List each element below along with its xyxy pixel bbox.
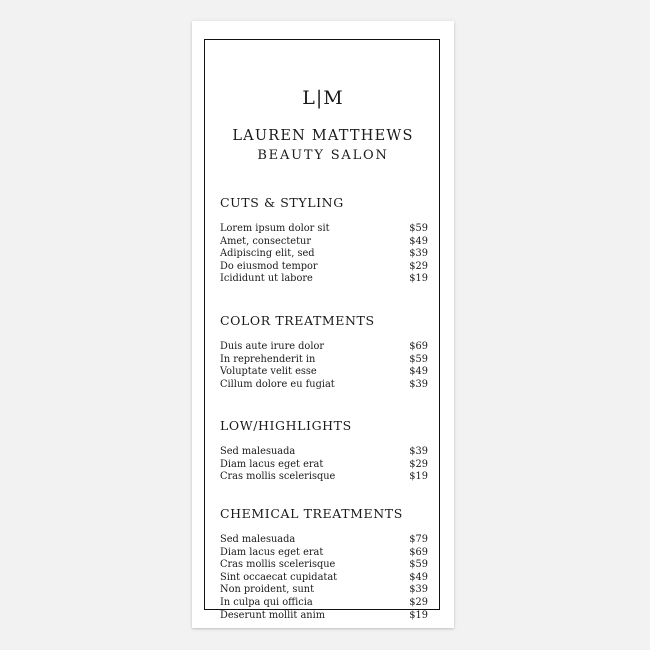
list-item: [220, 379, 428, 392]
item-name: Adipiscing elit, sed: [220, 248, 315, 260]
item-price: $29: [409, 458, 428, 470]
item-name: Cras mollis scelerisque: [220, 559, 336, 571]
list-item: [220, 366, 428, 379]
list-item: [220, 236, 428, 249]
item-price: $49: [409, 235, 428, 247]
item-name: Lorem ipsum dolor sit: [220, 223, 330, 234]
item-price: $29: [409, 260, 428, 272]
item-name: Cillum dolore eu fugiat: [220, 378, 335, 390]
item-price: $19: [409, 471, 428, 483]
list-item: [220, 572, 428, 585]
item-price: $19: [409, 273, 428, 285]
list-item: [220, 273, 428, 286]
item-price: $39: [409, 248, 428, 260]
list-item: [220, 597, 428, 610]
price-list-card: [192, 21, 454, 628]
list-item: [220, 584, 428, 597]
section-color-treatments: [220, 313, 428, 391]
item-price: $79: [409, 534, 428, 545]
section-title: COLOR TREATMENTS: [220, 313, 375, 328]
section-chemical-treatments: [220, 506, 428, 622]
list-item: [220, 471, 428, 484]
item-name: Do eiusmod tempor: [220, 260, 318, 272]
list-item: [220, 223, 428, 236]
list-item: [220, 354, 428, 367]
section-title: CUTS & STYLING: [220, 195, 344, 210]
salon-subtitle: BEAUTY SALON: [257, 148, 389, 163]
list-item: [220, 261, 428, 274]
item-price: $39: [409, 378, 428, 390]
item-name: Deserunt mollit anim: [220, 609, 326, 621]
list-item: [220, 610, 428, 623]
item-name: Cras mollis scelerisque: [220, 471, 336, 483]
item-name: Amet, consectetur: [220, 235, 311, 247]
item-name: Duis aute irure dolor: [220, 341, 325, 352]
list-item: [220, 534, 428, 547]
salon-name: LAUREN MATTHEWS: [232, 128, 414, 144]
item-name: Icididunt ut labore: [220, 273, 313, 285]
item-price: $49: [409, 366, 428, 378]
list-item: [220, 248, 428, 261]
section-cuts-styling: [220, 195, 428, 286]
list-item: [220, 547, 428, 560]
item-price: $19: [409, 609, 428, 621]
item-price: $59: [409, 353, 428, 365]
item-name: Sed malesuada: [220, 534, 296, 545]
item-price: $69: [409, 546, 428, 558]
item-name: In culpa qui officia: [220, 596, 313, 608]
item-name: Sed malesuada: [220, 446, 296, 457]
list-item: [220, 459, 428, 472]
list-item: [220, 559, 428, 572]
list-item: [220, 446, 428, 459]
item-name: Sint occaecat cupidatat: [220, 571, 338, 583]
item-price: $39: [409, 584, 428, 596]
item-price: $59: [409, 223, 428, 234]
item-price: $49: [409, 571, 428, 583]
section-title: LOW/HIGHLIGHTS: [220, 418, 352, 433]
item-name: Non proident, sunt: [220, 584, 315, 596]
section-title: CHEMICAL TREATMENTS: [220, 506, 403, 521]
item-name: Diam lacus eget erat: [220, 458, 324, 470]
item-price: $29: [409, 596, 428, 608]
monogram: L|M: [302, 87, 344, 109]
item-name: Voluptate velit esse: [220, 366, 317, 378]
item-price: $69: [409, 341, 428, 352]
section-low-highlights: [220, 418, 428, 484]
list-item: [220, 341, 428, 354]
item-name: In reprehenderit in: [220, 353, 316, 365]
item-price: $59: [409, 559, 428, 571]
item-name: Diam lacus eget erat: [220, 546, 324, 558]
item-price: $39: [409, 446, 428, 457]
